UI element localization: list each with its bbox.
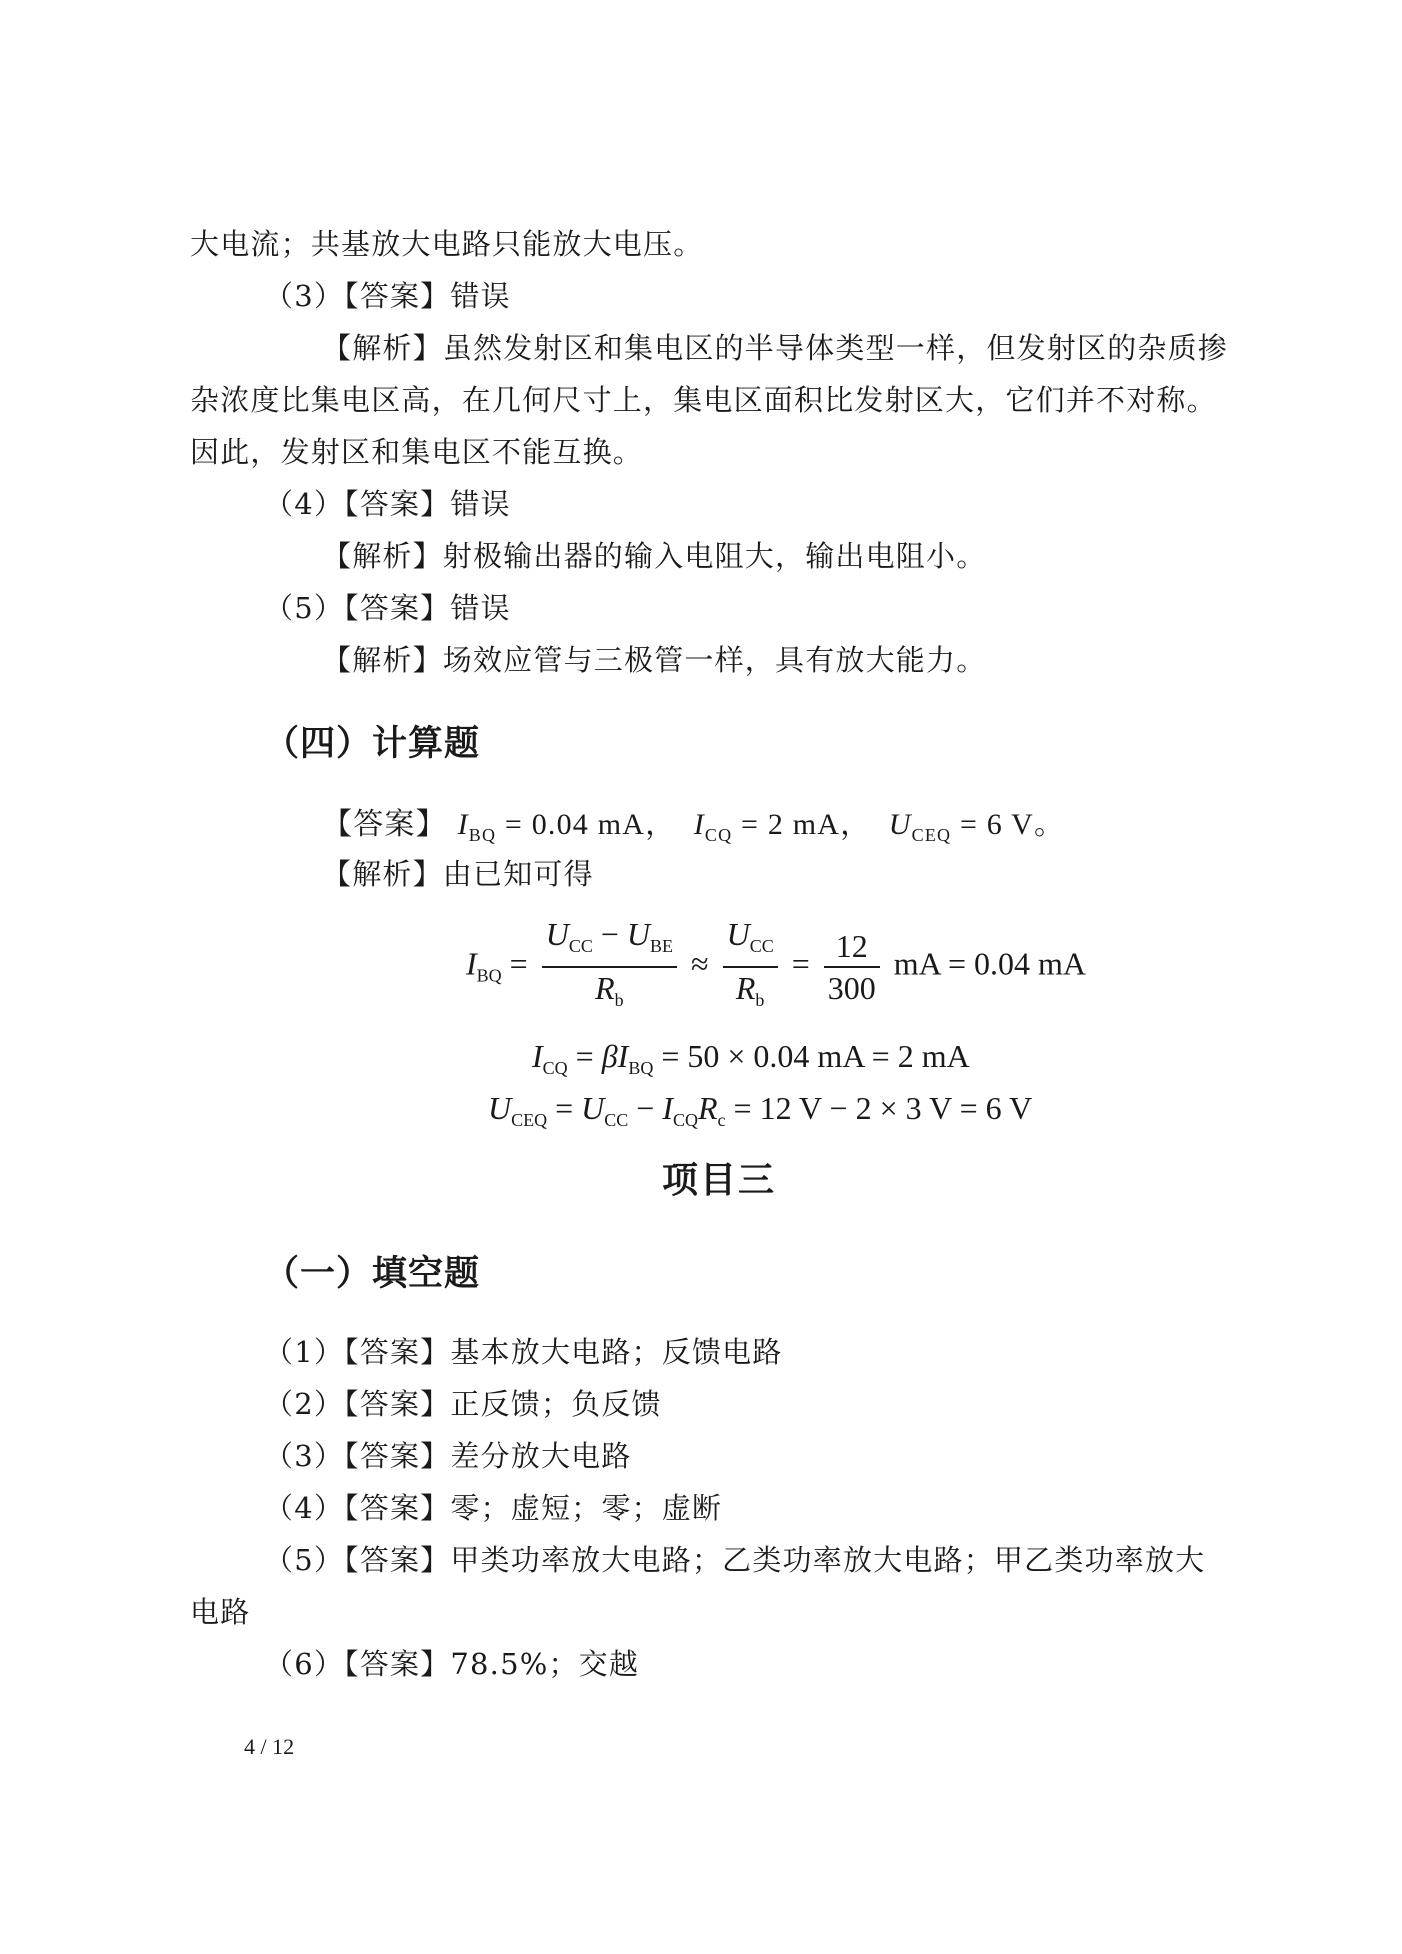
answer-line (322, 807, 1066, 845)
text-line: 【解析】射极输出器的输入电阻大，输出电阻小。 (322, 539, 987, 573)
answer-values: $I_{BQ} = 0.04$ mA， $I_{CQ} = 2$ mA， $U_{CEQ} = 6$ V。 (457, 808, 1066, 845)
page-number: 4 / 12 (244, 1734, 295, 1759)
answer-item: （1）【答案】基本放大电路；反馈电路 (264, 1335, 783, 1369)
text-line: 杂浓度比集电区高，在几何尺寸上，集电区面积比发射区大，它们并不对称。 (190, 383, 1217, 417)
equation-ibq: $I_{BQ}$ = $\frac{U_{CC} - U_{BE}}{R_b}$ ≈ $\frac{U_{CC}}{R_b}$ = $\frac{12}{300}$ mA = 0.04 mA (466, 914, 1086, 1020)
answer-item: （4）【答案】零；虚短；零；虚断 (264, 1491, 723, 1525)
section-heading: （一）填空题 (264, 1253, 481, 1294)
analysis-line: 【解析】由已知可得 (322, 857, 594, 891)
text-line: （4）【答案】错误 (264, 487, 511, 521)
answer-label: 【答案】 (322, 807, 447, 842)
answer-item: （2）【答案】正反馈；负反馈 (264, 1387, 662, 1421)
text-line: 因此，发射区和集电区不能互换。 (190, 435, 644, 469)
text-line: （5）【答案】错误 (264, 591, 511, 625)
fraction: $\frac{U_{CC}}{R_b}$ (723, 914, 778, 1020)
text-line: 大电流；共基放大电路只能放大电压。 (190, 227, 704, 261)
text-line: （3）【答案】错误 (264, 279, 511, 313)
answer-item: （5）【答案】甲类功率放大电路；乙类功率放大电路；甲乙类功率放大 (264, 1543, 1206, 1577)
text-line: 【解析】场效应管与三极管一样，具有放大能力。 (322, 643, 987, 677)
fraction: $\frac{U_{CC} - U_{BE}}{R_b}$ (542, 914, 677, 1020)
answer-item: （3）【答案】差分放大电路 (264, 1439, 632, 1473)
text-line: 【解析】虽然发射区和集电区的半导体类型一样，但发射区的杂质掺 (322, 331, 1229, 365)
equation-uceq: $U_{CEQ} = U_{CC} - I_{CQ}R_c = 12$ V − 2 × 3 V = 6 V (488, 1090, 1033, 1130)
equation-icq: $I_{CQ} = \beta I_{BQ} = 50 \times 0.04$ mA = 2 mA (532, 1038, 970, 1078)
answer-item: （6）【答案】78.5%；交越 (264, 1647, 640, 1681)
project-title: 项目三 (662, 1159, 777, 1201)
fraction: $\frac{12}{300}$ (824, 926, 880, 1008)
section-heading: （四）计算题 (264, 723, 481, 764)
answer-item-continuation: 电路 (190, 1595, 251, 1629)
